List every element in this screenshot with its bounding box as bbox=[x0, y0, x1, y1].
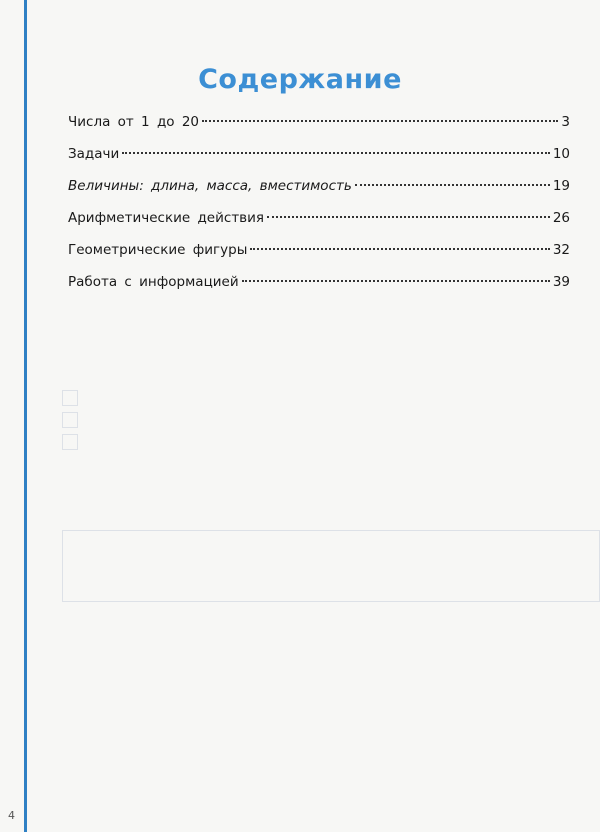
toc-leader-dots bbox=[122, 152, 550, 154]
toc-entry[interactable] bbox=[68, 138, 570, 170]
ghost-checkbox bbox=[62, 412, 78, 428]
toc-entry[interactable] bbox=[68, 170, 570, 202]
toc-leader-dots bbox=[267, 216, 550, 218]
toc-entry-page: 19 bbox=[552, 178, 570, 194]
toc-entry-page: 32 bbox=[552, 242, 570, 258]
page-number: 4 bbox=[8, 809, 15, 822]
toc-entry[interactable] bbox=[68, 106, 570, 138]
page-margin-rule bbox=[24, 0, 27, 832]
ghost-checkbox bbox=[62, 434, 78, 450]
toc-entry[interactable] bbox=[68, 266, 570, 298]
toc-entry-label: Арифметические действия bbox=[68, 210, 265, 226]
ghost-checkbox bbox=[62, 390, 78, 406]
toc-entry-page: 10 bbox=[552, 146, 570, 162]
toc-entry[interactable] bbox=[68, 202, 570, 234]
table-of-contents bbox=[68, 106, 570, 298]
toc-entry-label: Задачи bbox=[68, 146, 120, 162]
toc-entry-label: Числа от 1 до 20 bbox=[68, 114, 200, 130]
toc-entry-label: Работа с информацией bbox=[68, 274, 239, 290]
page-title: Содержание bbox=[198, 64, 402, 96]
toc-entry[interactable] bbox=[68, 234, 570, 266]
toc-entry-page: 39 bbox=[552, 274, 570, 290]
toc-leader-dots bbox=[242, 280, 550, 282]
toc-entry-label: Геометрические фигуры bbox=[68, 242, 248, 258]
toc-entry-label: Величины: длина, масса, вместимость bbox=[68, 178, 352, 194]
toc-leader-dots bbox=[355, 184, 550, 186]
toc-entry-page: 3 bbox=[561, 114, 570, 130]
toc-leader-dots bbox=[202, 120, 558, 122]
toc-entry-page: 26 bbox=[552, 210, 570, 226]
toc-leader-dots bbox=[250, 248, 549, 250]
ghost-table bbox=[62, 530, 600, 602]
